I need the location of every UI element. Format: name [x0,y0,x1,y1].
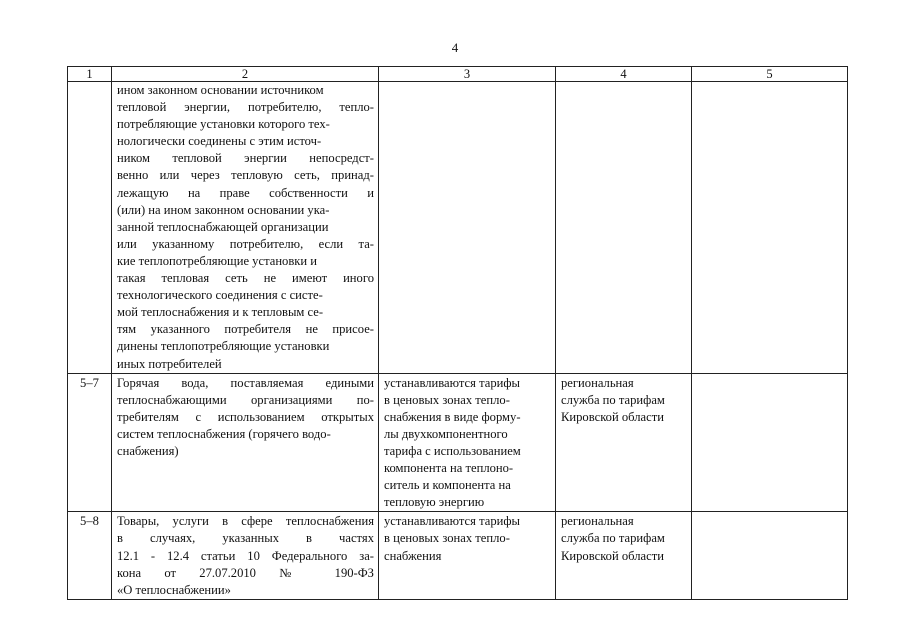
table-header-row [68,67,848,82]
regulator-text [556,512,691,564]
text-line: в случаях, указанных в частях [117,531,374,546]
text-line: Кировской области [561,548,664,563]
row-number-cell [68,373,112,512]
tariff-table [67,66,848,600]
text-line: кие теплопотребляющие установки и [117,253,318,268]
text-line: ником тепловой энергии непосредст- [117,151,374,166]
header-col-3: 3 [379,67,556,82]
table-row [68,373,848,512]
row-number [68,82,111,83]
text-line: тепловую энергию [384,495,485,510]
regulation-method-cell [379,82,556,374]
header-col-4: 4 [556,67,692,82]
text-line: региональная [561,514,634,529]
text-line: ситель и компонента на [384,478,511,493]
text-line: снабжения в виде форму- [384,409,521,424]
regulator-cell [556,82,692,374]
col5-cell [692,373,848,512]
description-cell [112,512,379,599]
regulator-text [556,374,691,426]
text-line: ином законном основании источником [117,83,324,97]
regulation-method-cell [379,373,556,512]
text-line: «О теплоснабжении» [117,582,231,597]
page-number: 4 [451,40,459,55]
row-number-cell [68,512,112,599]
text-line: служба по тарифам [561,531,665,546]
text-line: в ценовых зонах тепло- [384,392,510,407]
description-cell [112,82,379,374]
text-line: лы двухкомпонентного [384,426,508,441]
text-line: тепловой энергии, потребителю, тепло- [117,100,374,115]
text-line: снабжения [384,548,442,563]
text-line: тарифа с использованием [384,443,521,458]
col5-cell [692,512,848,599]
row-number: 5–7 [80,375,99,390]
header-col-1: 1 [68,67,112,82]
row-number: 5–8 [80,514,99,529]
text-line: венно или через тепловую сеть, принад- [117,168,374,183]
text-line: потребляющие установки которого тех- [117,117,330,132]
text-line: кона от 27.07.2010 № 190-ФЗ [117,565,374,580]
text-line: региональная [561,375,634,390]
text-line: в ценовых зонах тепло- [384,531,510,546]
text-line: устанавливаются тарифы [384,375,520,390]
text-line: 12.1 - 12.4 статьи 10 Федерального за- [117,548,374,563]
text-line: систем теплоснабжения (горячего водо- [117,426,331,441]
text-line: снабжения) [117,443,179,458]
text-line: динены теплопотребляющие установки [117,339,330,354]
text-line: лежащую на праве собственности и [117,185,374,200]
text-line: теплоснабжающими организациями по- [117,392,374,407]
text-line: занной теплоснабжающей организации [117,219,329,234]
text-line: компонента на теплоно- [384,461,514,476]
text-line: нологически соединены с этим источ- [117,134,322,149]
text-line: Горячая вода, поставляемая едиными [117,375,374,390]
table-row [68,82,848,374]
text-line: такая тепловая сеть не имеют иного [117,271,374,286]
text-line: мой теплоснабжения и к тепловым се- [117,305,324,320]
description-text [112,82,378,373]
text-line: (или) на ином законном основании ука- [117,202,330,217]
regulation-method-cell [379,512,556,599]
regulator-cell [556,373,692,512]
text-line: иных потребителей [117,356,222,371]
text-line: Кировской области [561,409,664,424]
description-text [112,512,378,598]
row-number-cell [68,82,112,374]
text-line: или указанному потребителю, если та- [117,236,374,251]
text-line: тям указанного потребителя не присое- [117,322,374,337]
description-text [112,374,378,460]
col5-cell [692,82,848,374]
regulator-cell [556,512,692,599]
table-row [68,512,848,599]
regulation-method-text [379,374,555,512]
regulation-method-text [379,512,555,564]
description-cell [112,373,379,512]
text-line: Товары, услуги в сфере теплоснабжения [117,514,374,529]
text-line: требителям с использованием открытых [117,409,374,424]
header-col-2: 2 [112,67,379,82]
text-line: устанавливаются тарифы [384,514,520,529]
header-col-5: 5 [692,67,848,82]
text-line: технологического соединения с систе- [117,288,323,303]
text-line: служба по тарифам [561,392,665,407]
